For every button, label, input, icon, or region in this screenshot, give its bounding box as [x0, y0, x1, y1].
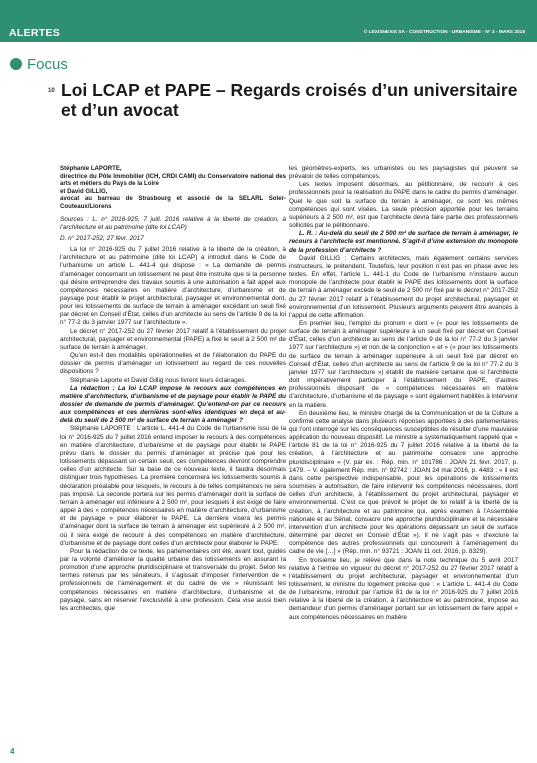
section-label: ALERTES [9, 27, 61, 39]
bullet-dot-icon [10, 58, 22, 70]
answer-paragraph: En premier lieu, l’emploi du pronom « dont » (« pour les lotissements de surface de terrain à aménager supérieure à un seuil fixé par décret en Conseil d’État, celles d’un architecte au sens de l’article 9 de la loi n° 77-2 du 3 janvier 1977 sur l’architecture ») et non de la conjonction « et » (« pour les lotissements de surface de terrain à aménager supérieure à un seuil fixé par décret en Conseil d’État, celles d’un architecte au sens de l’article 9 de la loi n° 77-2 du 3 janvier 1977 sur l’architecture ») établit de manière certaine que si l’architecte doit impérativement participer à l’établissement du PAPE, d’autres professionnels disposant de « compétences nécessaires en matière d’architecture, d’urbanisme et de paysage » sont également habilités à intervenir en la matière. [289, 319, 518, 409]
paragraph: Stéphanie Laporte et David Gillig nous livrent leurs éclairages. [70, 376, 247, 384]
paragraph: Qu’en est-il des modalités opérationnelles et de l’élaboration du PAPE du dossier de permis d’aménager un lotissement au regard de ces nouvelles dispositions ? [60, 352, 286, 376]
page-number: 4 [10, 747, 15, 756]
paragraph: les géomètres-experts, les urbanistes ou les paysagistes qui peuvent se prévaloir de telles compétences. [289, 165, 518, 181]
source-line: © LEXISNEXIS SA - CONSTRUCTION - URBANISME - N° 3 - MARS 2018 [363, 30, 525, 35]
article-title: Loi LCAP et PAPE – Regards croisés d’un universitaire et d’un avocat [61, 80, 518, 120]
answer-paragraph: Pour la rédaction de ce texte, les parlementaires ont été, avant tout, guidés par la volonté d’améliorer la qualité urbaine des lotissements en assurant la promotion d’une approche pluridisciplinaire et transversale du projet. Selon les termes retenus par les sénateurs, il s’agissait d’imposer l’intervention de « professionnels de l’aménagement et du cadre de vie » réunissant les compétences nécessaires en matière d’architecture, d’urbanisme et de paysage, sans en réserver l’exclusivité à une profession. Cela vise aussi bien les architectes, que [60, 547, 286, 612]
paragraph: La loi n° 2016-925 du 7 juillet 2016 relative à la liberté de la création, à l’architecture et au patrimoine (dite loi LCAP) a introduit dans le Code de l’urbanisme un article L. 441-4 qui dispose : « La demande de permis d’aménager concernant un lotissement ne peut être instruite que si la personne qui désire entreprendre des travaux soumis à une autorisation a fait appel aux compétences nécessaires en matière d’architecture, d’urbanisme et de paysage pour établir le projet architectural, paysager et environnemental dont, pour les lotissements de surface de terrain à aménager excédant un seuil fixé par décret en Conseil d’État, celles d’un architecte au sens de l’article 9 de la loi n° 77-2 du 3 janvier 1977 sur l’architecture ». [60, 246, 286, 327]
author-line: directrice du Pôle Immobilier (ICH, CRDI CAMI) du Conservatoire national des arts et métiers du Pays de la Loire [60, 172, 286, 188]
answer-paragraph: En deuxième lieu, le ministre chargé de la Communication et de la Culture a confirmé cette analyse dans plusieurs réponses apportées à des parlementaires qui l’ont interrogé sur les conséquences susceptibles de résulter d’une mauvaise application du nouveau dispositif. Le ministre a systématiquement rappelé que « l’article 81 de la loi n° 2016-925 du 7 juillet 2016 relative à la liberté de la création, à l’architecture et au patrimoine consacre une approche pluridisciplinaire » (V. par ex. : Rép. min. n° 101786 : JOAN 21 févr. 2017, p. 1479. – V. également Rép. min. n° 92742 : JOAN 24 mai 2016, p. 4483 : « il est dans cette perspective indispensable, pour les opérations de lotissements soumises à autorisation, de faire intervenir les compétences nécessaires, dont celles d’un architecte, à l’établissement du projet architectural, paysager et environnemental. C’est ce que prévoit le projet de loi relatif à la liberté de la création, à l’architecture et au patrimoine qui, après examen à l’Assemblée nationale et au Sénat, consacre une approche pluridisciplinaire et la nécessaire intervention d’un architecte pour les opérations dépassant un seuil de surface déterminé par décret en Conseil d’État »). Il ne s’agit pas « d’exclure la compétence des autres professionnels qui concourent à l’aménagement du cadre de vie […] » (Rép. min. n° 93721 : JOAN 11 oct. 2016, p. 8329). [289, 409, 518, 556]
decree-ref: D. n° 2017-252, 27 févr. 2017 [60, 234, 144, 242]
author-line: avocat au barreau de Strasbourg et associé de la SELARL Soler-Couteaux/Llorens [60, 195, 286, 210]
question: L. R. : Au-delà du seuil de 2 500 m² de surface de terrain à aménager, le recours à l’architecte est mentionné. S’agit-il d’une extension du monopole de la profession d’architecte ? [289, 230, 518, 254]
focus-heading [10, 57, 68, 71]
sources: Sources : L. n° 2016-925, 7 juill. 2016 relative à la liberté de création, à l’architecture et au patrimoine (dite loi LCAP) [60, 215, 286, 231]
answer-paragraph: David GILLIG : Certains architectes, mais également certains services instructeurs, le prétendent. Toutefois, leur position n’est pas en phase avec les textes. En effet, l’article L. 441-1 du Code de l’urbanisme n’instaure aucun monopole de l’architecte pour établir le PAPE des lotissements dont la surface de terrain à aménager excède le seuil de 2 500 m² fixé par le décret n° 2017-252 du 27 février 2017 relatif à l’établissement du projet architectural, paysager et environnemental d’un lotissement. Plusieurs arguments peuvent être avancés à l’appui de cette affirmation. [289, 254, 518, 319]
article-number: 10 [48, 88, 55, 94]
left-column [60, 165, 286, 613]
paragraph: Les textes imposent désormais, au pétitionnaire, de recourir à ces professionnels pour la réalisation du PAPE dans le cadre du permis d’aménager. Quel le que soit la surface du terrain à aménager, ce sont les mêmes compétences qui sont visées. La seule précision apportée pour les terrains supérieurs à 2 500 m², est que l’architecte devra faire partie des professionnels sollicités par le pétitionnaire. [289, 181, 518, 230]
paragraph: Le décret n° 2017-252 du 27 février 2017 relatif à l’établissement du projet architectural, paysager et environnemental (PAPE) a fixé le seuil à 2 500 m² de surface de terrain à aménager. [60, 327, 286, 351]
focus-label: Focus [27, 55, 68, 73]
answer-paragraph: Stéphanie LAPORTE : L’article L. 441-4 du Code de l’urbanisme issu de la loi n° 2016-925 du 7 juillet 2016 entend imposer le recours à des compétences en matière d’architecture, d’urbanisme et de paysage pour établir le PAPE prévu dans le dossier du permis d’aménager et précise que pour les lotissements dépassant un certain seuil, ces compétences devront comprendre celles d’un architecte. Sur la base de ce nouveau texte, il faudra désormais distinguer trois hypothèses. La première concernera les lotissements soumis à déclaration préalable pour lesquels, le recours à de telles compétences ne sera pas imposé. La seconde portera sur les permis d’aménager dont la surface de terrain à aménager est inférieure à 2 500 m², pour lesquels il est exigé de faire appel à des « compétences nécessaires en matière d’architecture, d’urbanisme et de paysage » pour élaborer le PAPE. La dernière visera les permis d’aménager dont la surface de terrain à aménager est supérieure à 2 500 m², où il sera exigé de recourir à des compétences en matière d’architecture, d’urbanisme et de paysage dont celles d’un architecte pour élaborer le PAPE. [60, 425, 286, 547]
author-line: et David GILLIG, [60, 187, 108, 195]
right-column [289, 165, 518, 622]
authors-block [60, 165, 286, 211]
header-bar [0, 0, 537, 42]
author-line: Stéphanie LAPORTE, [60, 165, 122, 172]
question: La rédaction : La loi LCAP impose le recours aux compétences en matière d’architecture, d’urbanisme et de paysage pour établir le PAPE du dossier de demande de permis d’aménager. Qu’entend-on par ce recours aux compétences et ces dernières sont-elles identiques en deçà et au-delà du seuil de 2 500 m² de surface de terrain à aménager ? [60, 384, 286, 425]
answer-paragraph: En troisième lieu, je relève que dans la note technique du 5 avril 2017 relative à l’entrée en vigueur du décret n° 2017-252 du 27 février 2017 relatif à l’établissement du projet architectural, paysager et environnemental d’un lotissement, le ministre du logement précise que : « L’article L. 441-4 du Code de l’urbanisme, introduit par l’article 81 de la loi n° 2016-925 du 7 juillet 2016 relative à la liberté de la création, à l’architecture et au patrimoine, impose au demandeur d’un permis d’aménager portant sur un lotissement de faire appel « aux compétences nécessaires en matière [289, 556, 518, 621]
